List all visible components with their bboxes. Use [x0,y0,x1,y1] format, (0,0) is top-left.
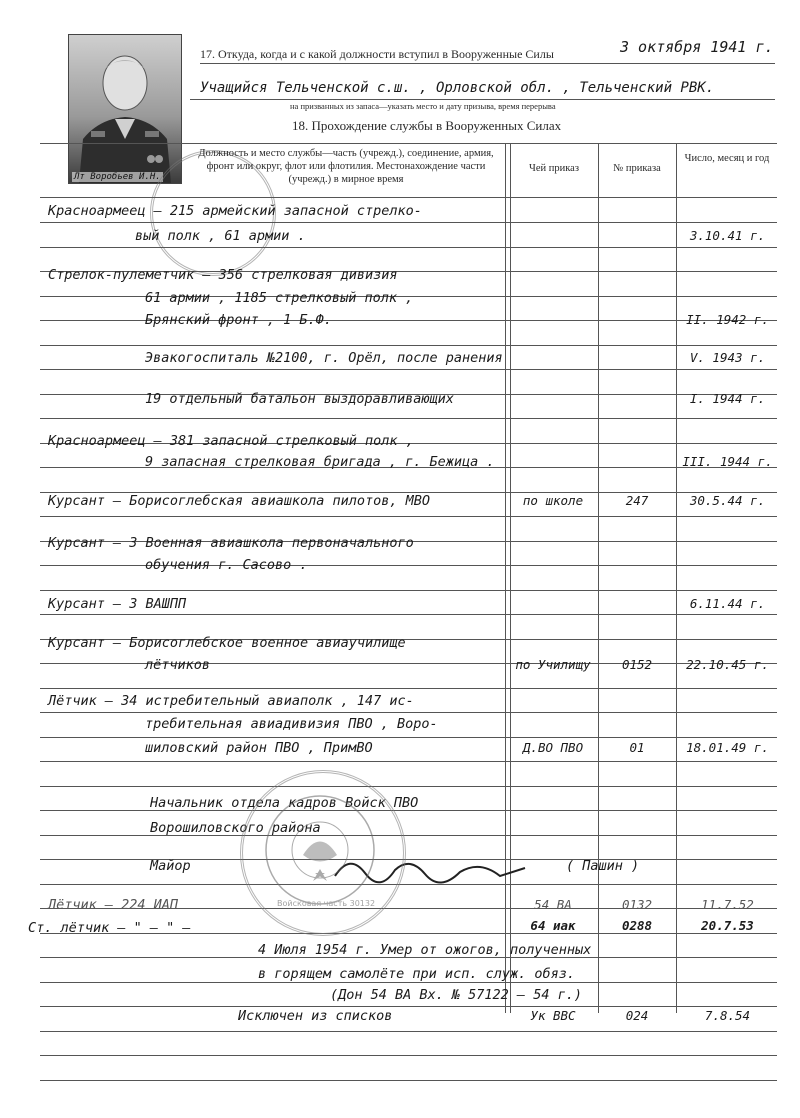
additional-order-no: 0132 [621,897,653,912]
photo-caption: Лт Воробьев И.Н. [74,172,161,182]
signature-line: Начальник отдела кадров Войск ПВО [150,795,419,811]
ruled-line [40,418,777,419]
ruled-line [40,614,777,615]
entry-order-by: Д.ВО ПВО [522,740,584,755]
ruled-line [40,982,777,983]
entry-line: Красноармеец – 215 армейский запасной стрелко- [48,203,422,219]
ruled-line [40,688,777,689]
section17-sublabel: на призванных из запаса—указать место и дату призыва, время перерыва [290,101,556,111]
entry-date: 30.5.44 г. [689,493,766,508]
entry-date: 22.10.45 г. [686,657,769,672]
col-header-position: Должность и место службы—часть (учрежд.), соединение, армия, фронт или округ, флот или флотилия. Местонахождение части (учрежд.) в мирное время [198,148,494,185]
col-divider-2 [598,143,599,1013]
ruled-line [40,369,777,370]
section18-title: 18. Прохождение службы в Вооруженных Силах [292,118,562,133]
ruled-line [40,761,777,762]
rule-17b [190,99,775,100]
entry-date: III. 1944 г. [682,454,773,469]
ruled-line [40,247,777,248]
entry-line: 9 запасная стрелковая бригада , г. Бежица . [145,454,495,470]
col-header-order-no: № приказа [613,163,661,174]
ruled-line [40,737,777,738]
final-date: 7.8.54 [704,1008,751,1023]
note-line: (Дон 54 ВА Вх. № 57122 – 54 г.) [330,987,582,1003]
ruled-line [40,1080,777,1081]
entry-line: лётчиков [145,657,211,673]
additional-date: 20.7.53 [701,918,754,933]
rule-17a [200,63,775,64]
entry-date: II. 1942 г. [686,312,769,327]
ruled-line [40,712,777,713]
final-order-no: 024 [625,1008,649,1023]
entry-date: I. 1944 г. [689,391,766,406]
section17-date: 3 октября 1941 г. [620,38,774,56]
entry-line: вый полк , 61 армии . [135,228,306,244]
entry-line: Курсант – 3 Военная авиашкола первоначального [48,535,414,551]
entry-line: шиловский район ПВО , ПримВО [145,740,373,756]
entry-line: обучения г. Сасово . [145,557,308,573]
table-top-rule [40,143,777,144]
ruled-line [40,345,777,346]
additional-order-by: 64 иак [530,918,576,933]
additional-order-by: 54 ВА [534,897,572,912]
entry-order-no: 0152 [621,657,653,672]
col-header-order-by: Чей приказ [529,163,579,174]
entry-line: Курсант – Борисоглебская авиашкола пилотов, МВО [48,493,431,509]
entry-order-no: 247 [625,493,649,508]
round-seal [240,770,406,936]
section17-label: 17. Откуда, когда и с какой должности вступил в Вооруженные Силы [200,47,554,61]
entry-line: Эвакогоспиталь №2100, г. Орёл, после ранения [145,350,503,366]
ruled-line [40,786,777,787]
entry-line: Курсант – 3 ВАШПП [48,596,187,612]
ruled-line [40,1055,777,1056]
note-line: в горящем самолёте при исп. служ. обяз. [258,966,575,982]
ruled-line [40,590,777,591]
note-line: 4 Июля 1954 г. Умер от ожогов, полученных [258,942,592,958]
seal-text: Войсковая часть 30132 [277,899,376,908]
entry-line: Брянский фронт , 1 Б.Ф. [145,312,332,328]
ruled-line [40,516,777,517]
entry-line: Лётчик – 34 истребительный авиаполк , 147 ис- [48,693,414,709]
ruled-line [40,1031,777,1032]
section17-value: Учащийся Тельченской с.ш. , Орловской обл. , Тельченский РВК. [200,80,715,96]
entry-order-by: по Училищу [515,657,591,672]
portrait-silhouette-icon [69,35,181,183]
ruled-line [40,222,777,223]
col-divider-3 [676,143,677,1013]
entry-date: 18.01.49 г. [686,740,769,755]
signature-rank: Майор [150,858,191,874]
final-entry-line: Исключен из списков [238,1008,393,1024]
additional-entry-line: Лётчик – 224 ИАП [48,897,179,913]
final-order-by: Ук ВВС [530,1008,576,1023]
entry-line: требительная авиадивизия ПВО , Воро- [145,716,438,732]
additional-entry-line: Ст. лётчик – " – " – [28,920,191,936]
signature-name: ( Пашин ) [566,858,640,874]
signature-line: Ворошиловского района [150,820,321,836]
entry-line: Красноармеец – 381 запасной стрелковый полк , [48,433,414,449]
entry-line: 19 отдельный батальон выздоравливающих [145,391,454,407]
entry-order-no: 01 [629,740,645,755]
additional-date: 11.7.52 [701,897,754,912]
col-header-date: Число, месяц и год [684,153,770,164]
table-header-bottom-rule [40,197,777,198]
entry-line: 61 армии , 1185 стрелковый полк , [145,290,414,306]
ruled-line [40,1006,777,1007]
portrait-photo [68,34,182,184]
entry-date: V. 1943 г. [689,350,766,365]
entry-line: Курсант – Борисоглебское военное авиаучилище [48,635,406,651]
additional-order-no: 0288 [621,918,653,933]
entry-date: 6.11.44 г. [689,596,766,611]
entry-line: Стрелок-пулеметчик – 356 стрелковая дивизия [48,267,398,283]
entry-date: 3.10.41 г. [689,228,766,243]
entry-order-by: по школе [522,493,584,508]
